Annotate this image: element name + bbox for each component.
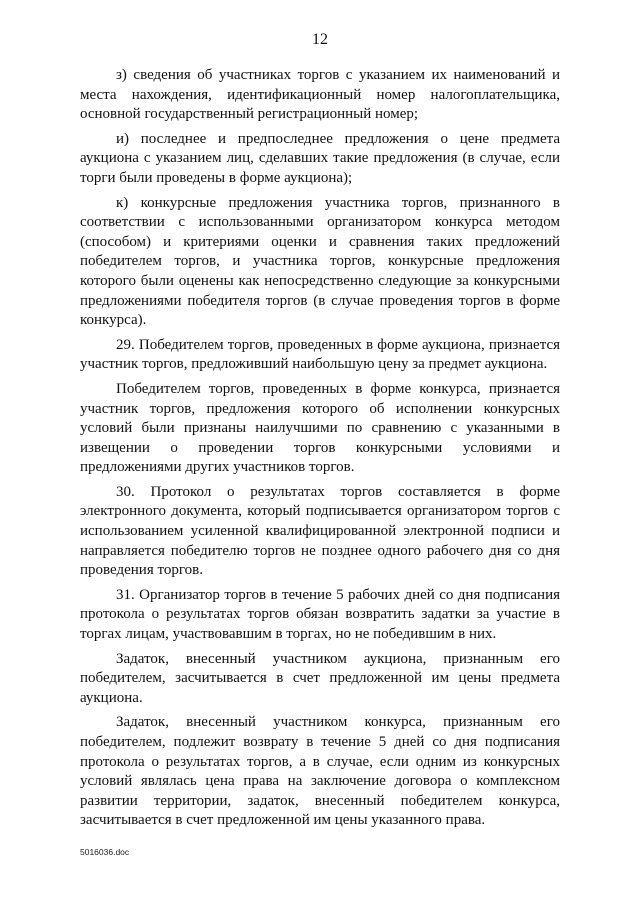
document-body [80,66,560,836]
paragraph-deposit-auction: Задаток, внесенный участником аукциона, признанным его победителем, засчитывается в счет предложенной им цены предмета аукциона. [80,650,560,706]
paragraph-k: к) конкурсные предложения участника торгов, признанного в соответствии с использованными организатором конкурса методом (способом) и критериями оценки и сравнения таких предложений победителем торгов, и участника торгов, конкурсные предложения которого были оценены как непосредственно следующие за конкурсными предложениями победителя торгов (в случае проведения торгов в форме конкурса). [80,194,560,329]
paragraph-z: з) сведения об участниках торгов с указанием их наименований и места нахождения, идентификационный номер налогоплательщика, основной государственный регистрационный номер; [80,67,560,123]
paragraph-30: 30. Протокол о результатах торгов составляется в форме электронного документа, который подписывается организатором торгов с использованием усиленной квалифицированной электронной подписи и направляется победителю торгов не позднее одного рабочего дня со дня проведения торгов. [80,483,560,579]
paragraph-31: 31. Организатор торгов в течение 5 рабочих дней со дня подписания протокола о результатах торгов обязан возвратить задатки за участие в торгах лицам, участвовавшим в торгах, но не победившим в них. [80,586,560,643]
paragraph-deposit-contest: Задаток, внесенный участником конкурса, признанным его победителем, подлежит возврату в течение 5 дней со дня подписания протокола о результатах торгов, а в случае, если одним из конкурсных условий являлась цена права на заключение договора о комплексном развитии территории, задаток, внесенный победителем конкурса, засчитывается в счет предложенной им цены указанного права. [80,714,560,829]
document-filename: 5016036.doc [80,847,130,857]
page-number: 12 [312,31,328,48]
paragraph-i: и) последнее и предпоследнее предложения о цене предмета аукциона с указанием лиц, сделавших такие предложения (в случае, если торги были проведены в форме аукциона); [80,130,560,186]
paragraph-29-contest: Победителем торгов, проведенных в форме конкурса, признается участник торгов, предложения которого об исполнении конкурсных условий были признаны наилучшими по сравнению с указанными в извещении о проведении торгов конкурсными условиями и предложениями других участников торгов. [80,380,560,476]
paragraph-29: 29. Победителем торгов, проведенных в форме аукциона, признается участник торгов, предложивший наибольшую цену за предмет аукциона. [80,336,560,373]
